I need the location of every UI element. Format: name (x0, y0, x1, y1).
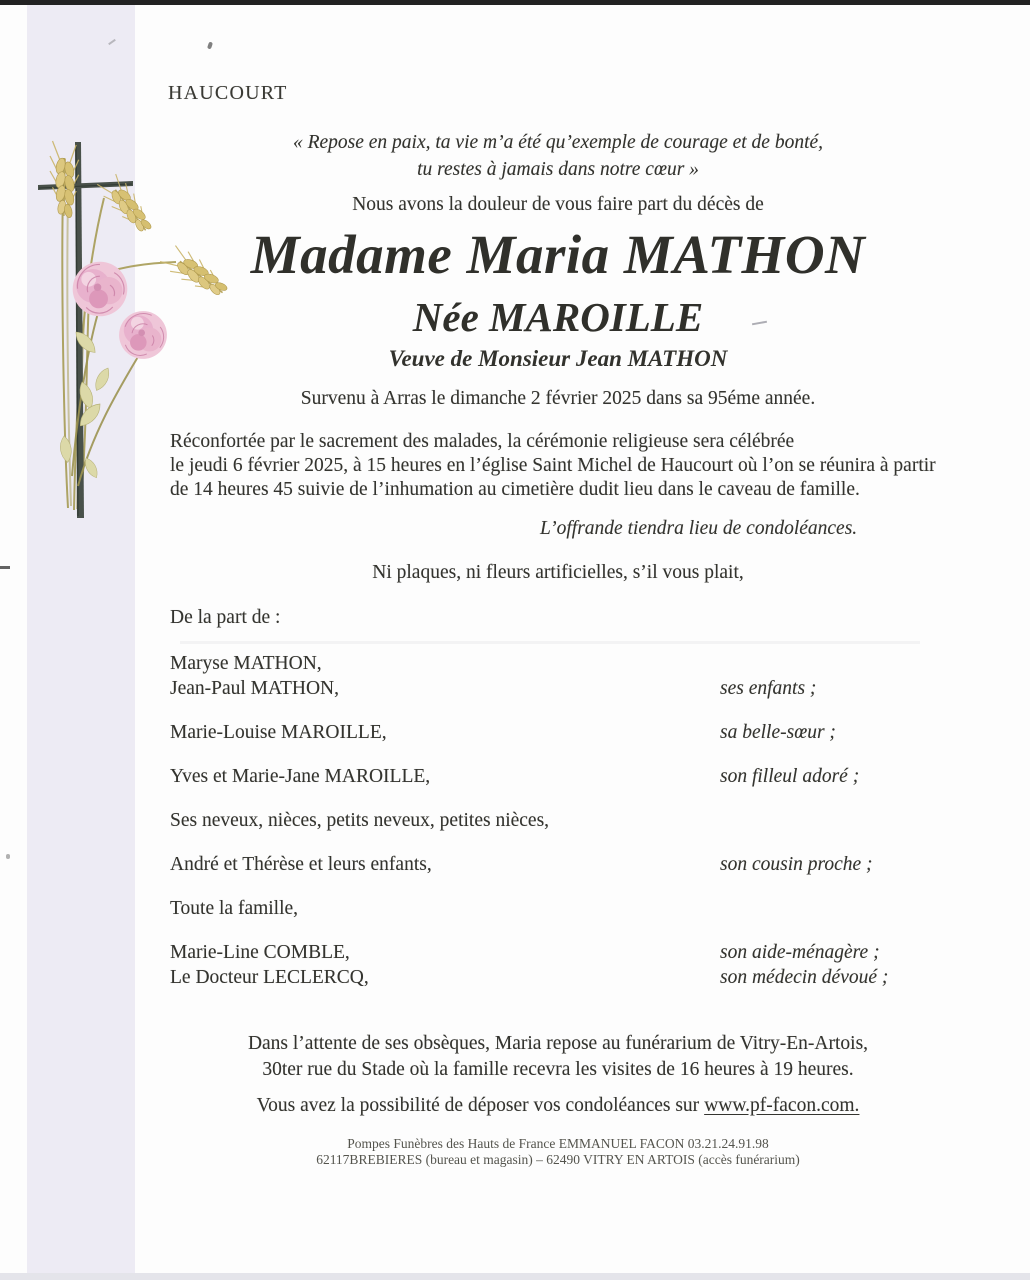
memorial-quote-line1: « Repose en paix, ta vie m’a été qu’exemple de courage et de bonté, (292, 132, 824, 153)
family-row (170, 852, 930, 877)
memorial-quote-line2: tu restes à jamais dans notre cœur » (417, 159, 699, 180)
widow-line: Veuve de Monsieur Jean MATHON (388, 346, 728, 371)
family-row (170, 940, 930, 965)
ceremony-line1: Réconfortée par le sacrement des malades, la cérémonie religieuse sera célébrée (170, 431, 795, 452)
family-name: Maryse MATHON, (170, 653, 322, 674)
family-name: Jean-Paul MATHON, (170, 678, 339, 699)
ceremony-line3: de 14 heures 45 suivie de l’inhumation au cimetière dudit lieu dans le caveau de famille. (170, 479, 860, 500)
repose-info (140, 1031, 976, 1083)
family-name: Marie-Line COMBLE, (170, 942, 350, 963)
funeral-home-line1: Pompes Funèbres des Hauts de France EMMANUEL FACON 03.21.24.91.98 (347, 1136, 769, 1151)
family-name: Ses neveux, nièces, petits neveux, petites nièces, (170, 810, 550, 831)
family-relation: son cousin proche ; (720, 854, 873, 875)
family-relation: son médecin dévoué ; (720, 967, 889, 988)
deceased-name: Madame Maria MATHON (250, 224, 866, 285)
death-announcement: Survenu à Arras le dimanche 2 février 2025 dans sa 95éme année. (300, 388, 816, 409)
ceremony-line2: le jeudi 6 février 2025, à 15 heures en l’église Saint Michel de Haucourt où l’on se réunira à partir (170, 455, 936, 476)
family-relation: son aide-ménagère ; (720, 942, 880, 963)
intro-line: Nous avons la douleur de vous faire part du décès de (352, 194, 764, 215)
family-name: André et Thérèse et leurs enfants, (170, 854, 432, 875)
condolences-line (140, 1095, 976, 1117)
condolences-url: www.pf-facon.com. (704, 1095, 860, 1116)
announcement-page (140, 0, 976, 1280)
scan-smudge (180, 641, 920, 644)
scan-speck (0, 566, 10, 569)
family-row (170, 965, 930, 990)
repose-line1: Dans l’attente de ses obsèques, Maria repose au funérarium de Vitry-En-Artois, (247, 1033, 869, 1054)
funeral-home-line2: 62117BREBIERES (bureau et magasin) – 62490 VITRY EN ARTOIS (accès funérarium) (316, 1151, 800, 1167)
family-list (170, 651, 930, 990)
family-row (170, 764, 930, 789)
family-row (170, 720, 930, 745)
family-row (170, 651, 930, 676)
repose-line2: 30ter rue du Stade où la famille recevra les visites de 16 heures à 19 heures. (262, 1059, 854, 1080)
no-flowers-note: Ni plaques, ni fleurs artificielles, s’il vous plait, (372, 562, 744, 583)
memorial-quote (140, 129, 976, 183)
offering-note: L’offrande tiendra lieu de condoléances. (540, 518, 858, 539)
from-label: De la part de : (170, 607, 281, 628)
family-row (170, 676, 930, 701)
funeral-home-footer (140, 1136, 976, 1167)
condolences-text: Vous avez la possibilité de déposer vos condoléances sur (256, 1095, 700, 1116)
leaf-icon (58, 328, 112, 479)
family-relation: sa belle-sœur ; (720, 722, 836, 743)
family-relation: ses enfants ; (720, 678, 817, 699)
family-name: Le Docteur LECLERCQ, (170, 967, 369, 988)
family-row (170, 896, 930, 921)
city-label: HAUCOURT (168, 82, 288, 104)
family-name: Yves et Marie-Jane MAROILLE, (170, 766, 431, 787)
family-name: Marie-Louise MAROILLE, (170, 722, 387, 743)
ceremony-details (170, 430, 970, 502)
maiden-name: Née MAROILLE (412, 294, 704, 340)
family-row (170, 808, 930, 833)
scan-speck (6, 854, 10, 859)
family-name: Toute la famille, (170, 898, 299, 919)
family-relation: son filleul adoré ; (720, 766, 860, 787)
